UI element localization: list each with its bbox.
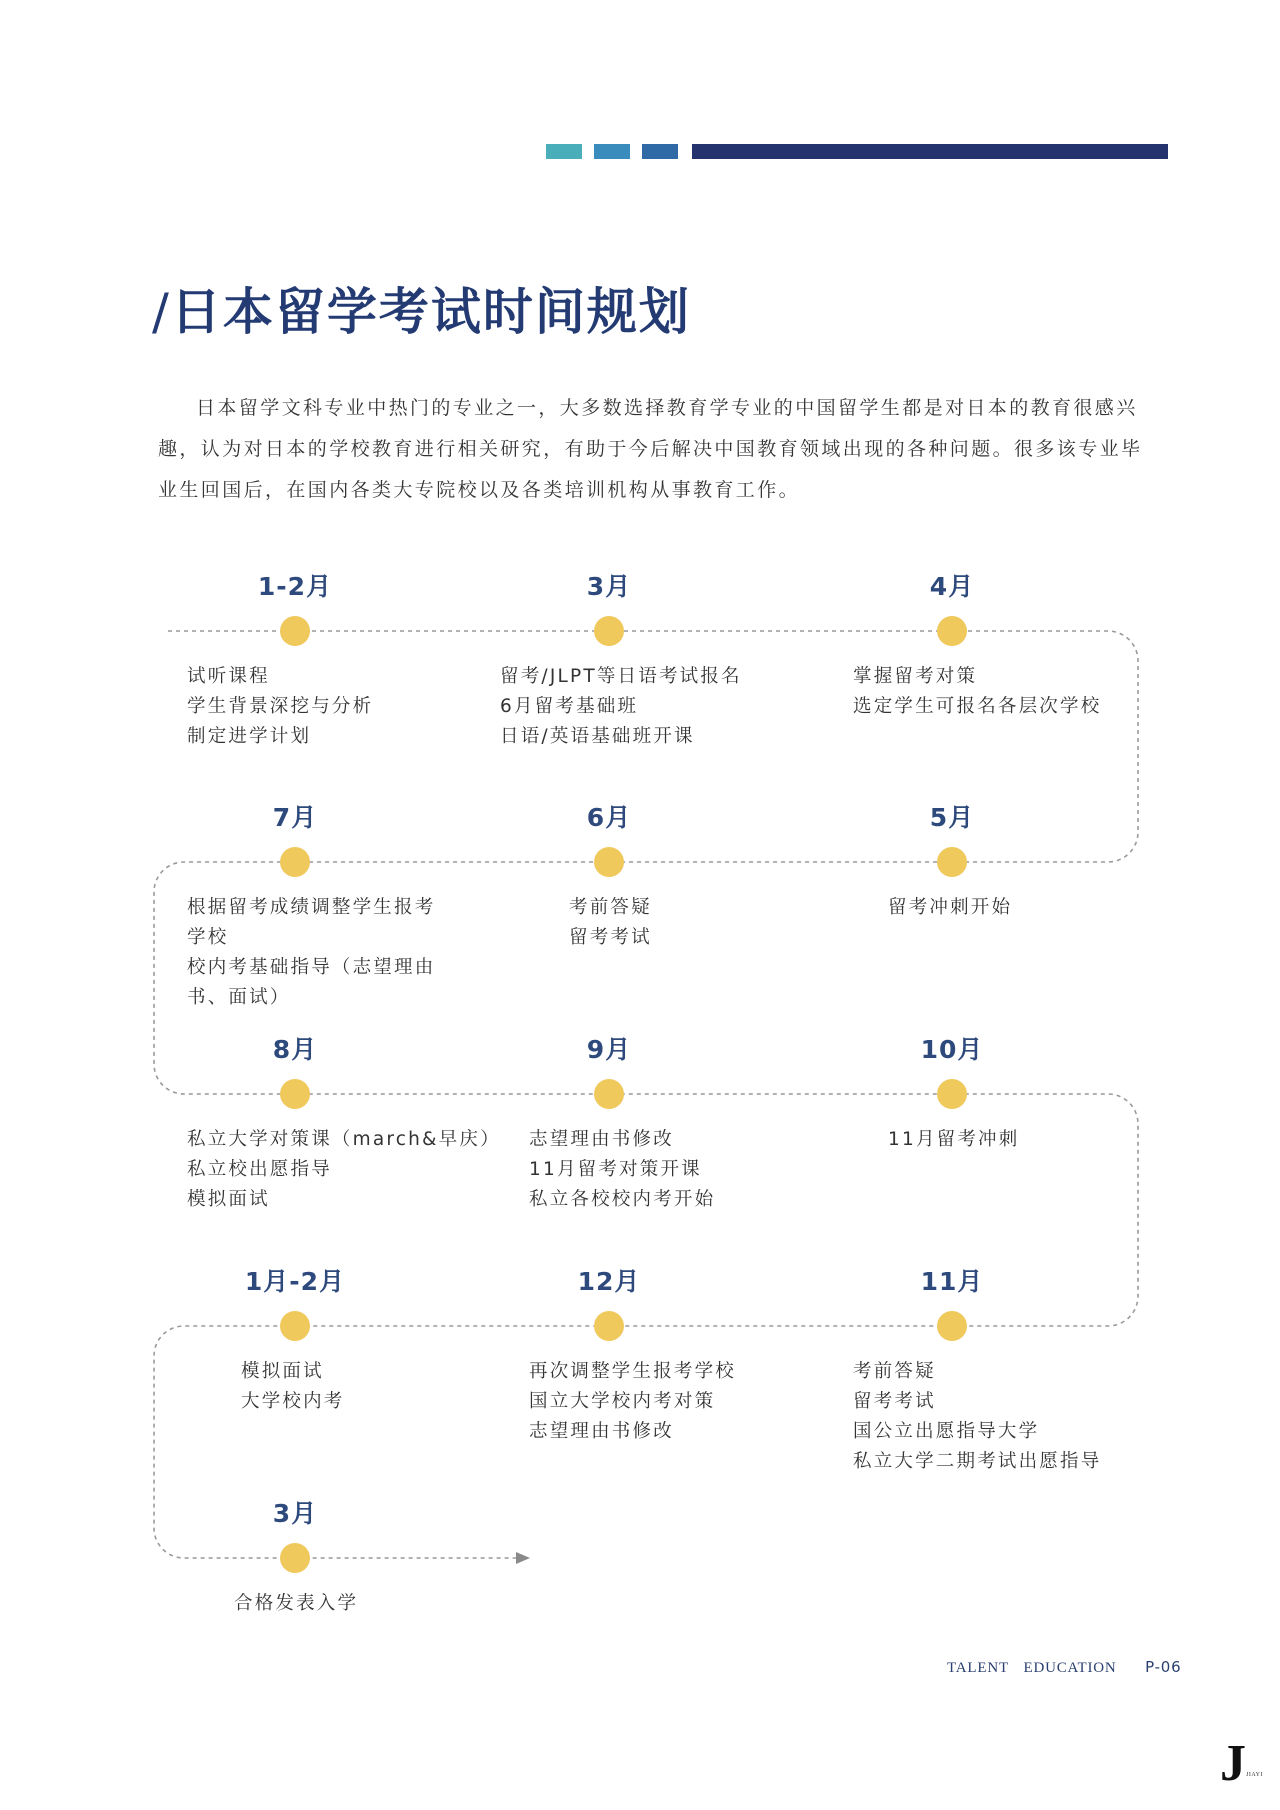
description-line: 6月留考基础班 (500, 696, 639, 717)
description-line: 学生背景深挖与分析 (187, 696, 374, 717)
description-line: 志望理由书修改 (529, 1421, 674, 1442)
timeline-dot (937, 1311, 967, 1341)
description-line: 制定进学计划 (187, 726, 312, 747)
timeline-dot (280, 1311, 310, 1341)
month-label: 1-2月 (257, 572, 333, 601)
timeline-description (569, 893, 652, 953)
timeline-dot (594, 616, 624, 646)
timeline-dot (280, 1079, 310, 1109)
timeline-description (529, 1357, 736, 1447)
description-line: 考前答疑 (569, 897, 652, 918)
timeline-dot (280, 847, 310, 877)
timeline-dot (937, 847, 967, 877)
timeline-dot (594, 847, 624, 877)
description-line: 大学校内考 (241, 1391, 345, 1412)
description-line: 留考考试 (853, 1391, 936, 1412)
description-line: 模拟面试 (187, 1189, 270, 1210)
timeline-dot (937, 616, 967, 646)
month-label: 7月 (272, 803, 318, 832)
description-line: 国公立出愿指导大学 (853, 1421, 1040, 1442)
description-line: 私立大学对策课（march&早庆） (187, 1129, 501, 1150)
month-label: 4月 (929, 572, 975, 601)
description-line: 志望理由书修改 (529, 1129, 674, 1150)
description-line: 私立校出愿指导 (187, 1159, 332, 1180)
timeline-description (853, 1357, 1101, 1477)
footer-word-education: EDUCATION (1023, 1660, 1117, 1676)
month-label: 3月 (272, 1499, 318, 1528)
timeline-description (888, 893, 1012, 923)
description-line: 根据留考成绩调整学生报考 (187, 897, 436, 918)
logo-mark: J (1220, 1735, 1246, 1792)
timeline-dot (280, 1543, 310, 1573)
title-text: 日本留学考试时间规划 (170, 283, 691, 341)
logo-small-text: JIAYI (1246, 1772, 1263, 1778)
month-label: 9月 (586, 1035, 632, 1064)
description-line: 考前答疑 (853, 1361, 936, 1382)
month-label: 1月-2月 (244, 1267, 346, 1296)
description-line: 私立各校校内考开始 (529, 1189, 716, 1210)
description-line: 国立大学校内考对策 (529, 1391, 716, 1412)
description-line: 掌握留考对策 (853, 666, 978, 687)
timeline-dot (280, 616, 310, 646)
month-label: 5月 (929, 803, 975, 832)
description-line: 学校 (187, 927, 229, 948)
footer-word-talent: TALENT (947, 1660, 1009, 1676)
description-line: 选定学生可报名各层次学校 (853, 696, 1102, 717)
month-label: 11月 (920, 1267, 984, 1296)
description-line: 留考/JLPT等日语考试报名 (500, 666, 742, 687)
timeline-description (853, 662, 1101, 722)
timeline-description (241, 1357, 345, 1417)
timeline-description (529, 1125, 715, 1215)
timeline-description (888, 1125, 1019, 1155)
timeline-arrow-icon (516, 1552, 530, 1564)
timeline-description (187, 662, 373, 752)
footer (947, 1658, 1182, 1677)
month-label: 3月 (586, 572, 632, 601)
description-line: 11月留考冲刺 (888, 1129, 1020, 1150)
month-label: 10月 (920, 1035, 984, 1064)
description-line: 校内考基础指导（志望理由 (187, 957, 436, 978)
intro-paragraph: 日本留学文科专业中热门的专业之一，大多数选择教育学专业的中国留学生都是对日本的教育很感兴趣，认为对日本的学校教育进行相关研究，有助于今后解决中国教育领域出现的各种问题。很多该专业毕业生回国后，在国内各类大专院校以及各类培训机构从事教育工作。 (158, 397, 1143, 501)
description-line: 再次调整学生报考学校 (529, 1361, 737, 1382)
description-line: 11月留考对策开课 (529, 1159, 702, 1180)
page-number: P-06 (1145, 1658, 1182, 1676)
timeline-dot (594, 1311, 624, 1341)
description-line: 日语/英语基础班开课 (500, 726, 695, 747)
title-slash: / (152, 283, 171, 341)
month-label: 12月 (577, 1267, 641, 1296)
description-line: 留考冲刺开始 (888, 897, 1013, 918)
timeline-dot (937, 1079, 967, 1109)
month-label: 6月 (586, 803, 632, 832)
timeline-description (187, 1125, 501, 1215)
description-line: 书、面试） (187, 987, 291, 1008)
timeline-description (187, 893, 435, 1013)
brand-logo (1220, 1735, 1270, 1792)
description-line: 私立大学二期考试出愿指导 (853, 1451, 1102, 1472)
description-line: 试听课程 (187, 666, 270, 687)
timeline-description (500, 662, 742, 752)
description-line: 留考考试 (569, 927, 652, 948)
description-line: 合格发表入学 (234, 1593, 359, 1614)
description-line: 模拟面试 (241, 1361, 324, 1382)
timeline-dot (594, 1079, 624, 1109)
timeline-description (234, 1589, 358, 1619)
month-label: 8月 (272, 1035, 318, 1064)
